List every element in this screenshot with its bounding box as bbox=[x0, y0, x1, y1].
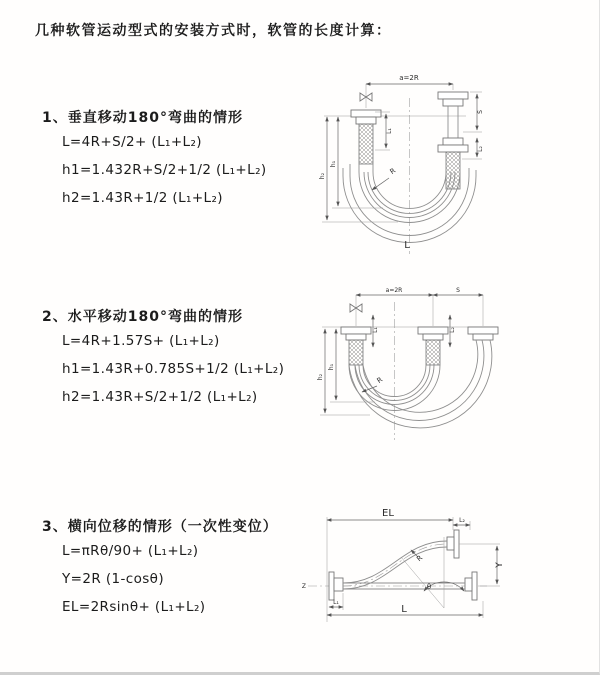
dim-label-l2: L₂ bbox=[449, 327, 456, 333]
dimension-s bbox=[433, 287, 483, 295]
hose-s-curve bbox=[343, 541, 447, 589]
dim-label-h1: h₁ bbox=[330, 160, 337, 168]
section-2-heading: 2、水平移动180°弯曲的情形 bbox=[42, 309, 243, 325]
dimension-a2r bbox=[356, 287, 433, 295]
dim-label-l1: L₁ bbox=[386, 128, 393, 134]
dimension-l1 bbox=[375, 112, 393, 150]
section-2-formula-h1: h1=1.43R+0.785S+1/2 (L₁+L₂) bbox=[62, 361, 285, 377]
dim-label-s: S bbox=[456, 287, 460, 294]
hose-u-bend-moved bbox=[349, 340, 492, 428]
section-3-formula-Y: Y=2R (1-cosθ) bbox=[62, 571, 164, 587]
section-1-heading: 1、垂直移动180°弯曲的情形 bbox=[42, 110, 243, 126]
dimension-l bbox=[327, 601, 483, 618]
left-flange bbox=[329, 572, 343, 600]
braided-hose-section-left bbox=[359, 124, 373, 164]
section-3-formula-L: L=πRθ/90+ (L₁+L₂) bbox=[62, 543, 199, 559]
dim-label-l2: L₂ bbox=[477, 146, 484, 152]
dimension-h1 bbox=[330, 117, 383, 208]
dim-label-s: S bbox=[477, 110, 484, 114]
dimension-l2 bbox=[449, 315, 456, 347]
page-title: 几种软管运动型式的安装方式时，软管的长度计算： bbox=[35, 23, 392, 39]
dim-label-l: L bbox=[401, 604, 407, 615]
dim-label-theta: θ bbox=[426, 583, 432, 591]
dim-label-h2: h₂ bbox=[319, 172, 326, 180]
braided-hose-section-middle bbox=[426, 340, 440, 365]
right-flange-lower bbox=[438, 138, 468, 152]
section-1-formula-L: L=4R+S/2+ (L₁+L₂) bbox=[62, 134, 202, 150]
braided-hose-section-right bbox=[446, 152, 460, 189]
upper-flange-displaced bbox=[447, 530, 459, 558]
dim-label-a2r: a=2R bbox=[399, 74, 419, 82]
section-2-formula-L: L=4R+1.57S+ (L₁+L₂) bbox=[62, 333, 220, 349]
dim-label-l1: L₁ bbox=[372, 327, 379, 333]
dimension-l1 bbox=[372, 315, 379, 347]
dim-label-r: R bbox=[415, 553, 425, 564]
diagram-lateral-displacement bbox=[300, 497, 600, 652]
right-flange-upper bbox=[438, 92, 468, 106]
dim-label-l2: L₂ bbox=[459, 517, 465, 524]
dimension-a2r bbox=[366, 74, 453, 84]
section-2-formula-h2: h2=1.43R+S/2+1/2 (L₁+L₂) bbox=[62, 389, 258, 405]
dim-label-r: R bbox=[388, 166, 398, 177]
right-flange-moved-position bbox=[468, 327, 498, 340]
braided-hose-section-left bbox=[349, 340, 363, 365]
left-flange bbox=[341, 327, 371, 340]
dim-label-l: L bbox=[404, 240, 410, 251]
dim-label-h1: h₁ bbox=[328, 363, 335, 371]
section-3-heading: 3、横向位移的情形（一次性变位） bbox=[42, 519, 278, 535]
diagram-vertical-180-bend bbox=[298, 64, 583, 264]
dim-label-a2r: a=2R bbox=[385, 287, 403, 294]
dimension-l2 bbox=[453, 517, 470, 530]
section-1-formula-h1: h1=1.432R+S/2+1/2 (L₁+L₂) bbox=[62, 162, 267, 178]
dim-label-l1: L₁ bbox=[333, 599, 339, 606]
diagram-horizontal-180-bend bbox=[300, 282, 600, 457]
centerline-mark: Z bbox=[301, 583, 306, 590]
section-3-formula-EL: EL=2Rsinθ+ (L₁+L₂) bbox=[62, 599, 206, 615]
dim-label-y: Y bbox=[495, 562, 505, 568]
right-flange-original bbox=[465, 572, 477, 600]
dim-label-el: EL bbox=[382, 508, 394, 519]
section-1-formula-h2: h2=1.43R+1/2 (L₁+L₂) bbox=[62, 190, 223, 206]
dim-label-r: R bbox=[375, 375, 385, 386]
middle-flange bbox=[418, 327, 448, 340]
dim-label-h2: h₂ bbox=[317, 373, 324, 381]
